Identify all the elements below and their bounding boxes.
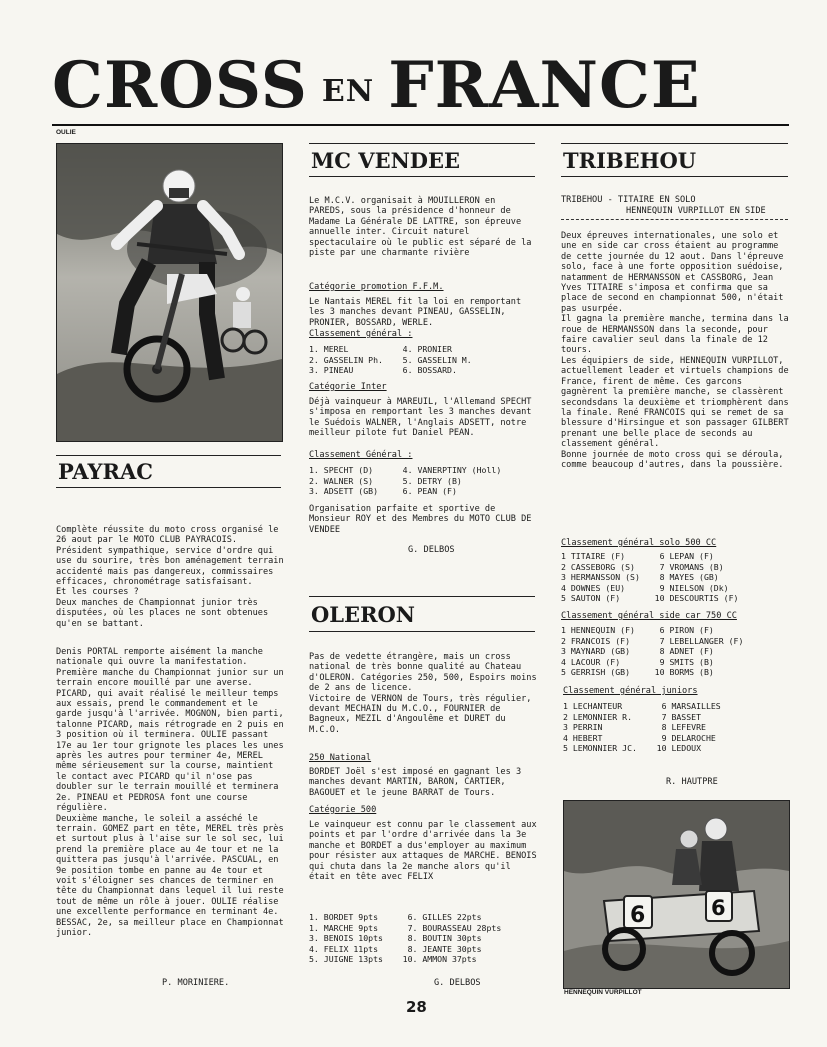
payrac-rule-bottom xyxy=(56,487,281,488)
oleron-author: G. DELBOS xyxy=(434,978,481,988)
oleron-results-table: 1. BORDET 9pts 6. GILLES 22pts 1. MARCHE 9pts 7. BOURASSEAU 28pts 3. BENOIS 10pts 8. BOUTIN 30pts 4. FELIX 11pts 8. JEANTE 30pts 5. JUIGNE 13pts 10. AMMON 37pts xyxy=(309,912,502,965)
vendee-cat2-table: 1. SPECHT (D) 4. VANERPTINY (Holl) 2. WALNER (S) 5. DETRY (B) 3. ADSETT (GB) 6. PEAN (F) xyxy=(309,465,502,497)
tribehou-author: R. HAUTPRE xyxy=(666,777,718,787)
oleron-cat1-title: 250 National xyxy=(309,753,372,763)
headline-cross: CROSS xyxy=(52,50,308,122)
vendee-cat1-classement-title: Classement général : xyxy=(309,329,413,339)
vendee-closing: Organisation parfaite et sportive de Monsieur ROY et des Membres du MOTO CLUB DE VENDEE xyxy=(309,504,537,535)
payrac-rule-top xyxy=(56,455,281,456)
page-number: 28 xyxy=(406,998,427,1016)
tribehou-heading: TRIBEHOU xyxy=(563,148,697,173)
sidecar-photo-caption: HENNEQUIN VURPILLOT xyxy=(564,989,642,996)
tribehou-solo-title: Classement général solo 500 CC xyxy=(561,538,717,548)
vendee-rule-bottom xyxy=(309,176,535,177)
oleron-cat2-text: Le vainqueur est connu par le classement aux points et par l'ordre d'arrivée dans la 3e manche et BORDET a dus'employer au maximum pour résister aux attaques de MARCHE. BENOIS qui chuta dans la 2e manche alors qu'il était en tête avec FELIX xyxy=(309,820,542,883)
tribehou-subtitle-solo: TRIBEHOU - TITAIRE EN SOLO xyxy=(561,195,696,205)
vendee-cat1-title: Catégorie promotion F.F.M. xyxy=(309,282,444,292)
headline-en: EN xyxy=(321,74,375,109)
tribehou-juniors-table: 1 LECHANTEUR 6 MARSAILLES 2 LEMONNIER R. 7 BASSET 3 PERRIN 8 LEFEVRE 4 HEBERT 9 DELAROCHE 5 LEMONNIER JC. 10 LEDOUX xyxy=(563,701,721,754)
vendee-cat1-text: Le Nantais MEREL fit la loi en remportant les 3 manches devant PINEAU, GASSELIN, PRONIER, BOSSARD, WERLE. xyxy=(309,297,527,328)
payrac-heading: PAYRAC xyxy=(58,459,153,484)
vendee-cat2-classement-title: Classement Général : xyxy=(309,450,413,460)
vendee-author: G. DELBOS xyxy=(408,545,455,555)
tribehou-solo-table: 1 TITAIRE (F) 6 LEPAN (F) 2 CASSEBORG (S) 7 VROMANS (B) 3 HERMANSSON (S) 8 MAYES (GB) 4 DOWNES (EU) 9 NIELSON (Dk) 5 SAUTON (F) 10 DESCOURTIS (F) xyxy=(561,551,739,604)
photo-sidecar xyxy=(563,800,790,989)
headline-france: FRANCE xyxy=(388,50,701,122)
vendee-heading: MC VENDEE xyxy=(311,148,460,173)
oleron-intro: Pas de vedette étrangère, mais un cross national de très bonne qualité au Chateau d'OLERON. Catégories 250, 500, Espoirs moins de 2 ans de licence. Victoire de VERNON de Tours, très régulier, devant MECHAIN du M.C.O., FOURNIER de Bagneux, MEZIL d'Angoulême et DURET du M.C.O. xyxy=(309,652,537,735)
tribehou-rule-bottom xyxy=(561,176,788,177)
payrac-intro: Complète réussite du moto cross organisé le 26 aout par le MOTO CLUB PAYRACOIS. Président sympathique, service d'ordre qui use du sourire, très bon aménagement terrain accidenté mais pas dangereux, commissaires efficaces, chronométrage satisfaisant. Et les courses ? Deux manches de Championnat junior très disputées, où les places ne sont obtenues qu'en se battant. xyxy=(56,525,284,629)
oleron-heading: OLERON xyxy=(311,602,416,627)
svg-text:6: 6 xyxy=(630,903,646,928)
tribehou-dashed-rule xyxy=(561,219,788,220)
tribehou-side-table: 1 HENNEQUIN (F) 6 PIRON (F) 2 FRANCOIS (F) 7 LEBELLANGER (F) 3 MAYNARD (GB) 8 ADNET (F) 4 LACOUR (F) 9 SMITS (B) 5 GERRISH (GB) 10 BORMS (B) xyxy=(561,625,744,678)
vendee-rule-top xyxy=(309,143,535,144)
oleron-cat2-title: Catégorie 500 xyxy=(309,805,377,815)
oleron-rule-bottom xyxy=(309,631,535,632)
tribehou-side-title: Classement général side car 750 CC xyxy=(561,611,737,621)
photo-credit-oulie: OULIE xyxy=(56,129,76,136)
payrac-author: P. MORINIERE. xyxy=(162,978,230,988)
tribehou-subtitle-side: HENNEQUIN VURPILLOT EN SIDE xyxy=(626,206,766,216)
tribehou-body: Deux épreuves internationales, une solo et une en side car cross étaient au programme de cette journée du 12 aout. Dans l'épreuve solo, face à une forte opposition suédoise, natamment de HERMANSSON et CASSBORG, Jean Yves TITAIRE s'imposa et confirma que sa place de second en championnat 500, n'était pas usurpée. Il gagna la première manche, termina dans la roue de HERMANSSON dans la seconde, pour faire cavalier seul dans la finale de 12 tours. Les équipiers de side, HENNEQUIN VURPILLOT, actuellement leader et virtuels champions de France, firent de même. Ces garcons gagnèrent la première manche, se classèrent secondsdans la deuxième et triomphèrent dans la finale. René FRANCOIS qui se remet de sa blessure d'Hirsingue et son passager GILBERT prenant une belle place de seconds au classement général. Bonne journée de moto cross qui se déroula, comme beaucoup d'autres, dans la poussière. xyxy=(561,231,789,470)
tribehou-juniors-title: Classement général juniors xyxy=(563,686,698,696)
vendee-intro: Le M.C.V. organisait à MOUILLERON en PAREDS, sous la présidence d'honneur de Madame La Générale DE LATTRE, son épreuve annuelle inter. Circuit naturel spectaculaire où le public est séparé de la piste par une charmante rivière xyxy=(309,196,537,259)
svg-text:6: 6 xyxy=(711,896,726,920)
vendee-cat2-text: Déjà vainqueur à MAREUIL, l'Allemand SPECHT s'imposa en remportant les 3 manches devant le Suédois WALNER, l'Anglais ADSETT, notre meilleur pilote fut Daniel PEAN. xyxy=(309,397,537,439)
payrac-report: Denis PORTAL remporte aisément la manche nationale qui ouvre la manifestation. Première manche du Championnat junior sur un terrain encore mouillé par une averse. PICARD, qui avait réalisé le meilleur temps aux essais, prend le commandement et le garde jusqu'à l'arrivée. MOGNON, bien parti, talonne PICARD, mais rétrograde en 2 puis en 3 position où il terminera. OULIE passant 17e au 1er tour grignote les places les unes après les autres pour terminer 4e, MEREL même sérieusement sur la course, maintient le contact avec PICARD qu'il n'ose pas doubler sur le terrain mouillé et terminera 2e. PINEAU et PEDROSA font une course régulière. Deuxième manche, le soleil a asséché le terrain. GOMEZ part en tête, MEREL très près et surtout plus à l'aise sur le sol sec, lui prend la première place au 4e tour et ne la quittera pas jusqu'à l'arrivée. PASCUAL, en 9e position tombe en panne au 4e tour et voit s'éloigner ses chances de terminer en tête du Championnat dans lequel il lui reste tout de même un rôle à jouer. OULIE réalise une excellente performance en terminant 4e. BESSAC, 2e, sa meilleur place en Championnat junior. xyxy=(56,647,284,938)
sidecar-illustration xyxy=(564,801,789,988)
oleron-cat1-text: BORDET Joël s'est imposé en gagnant les 3 manches devant MARTIN, BARON, CARTIER, BAGOUET et le jeune BARRAT de Tours. xyxy=(309,767,527,798)
oleron-rule-top xyxy=(309,596,535,597)
headline-rule xyxy=(52,124,789,126)
vendee-cat1-table: 1. MEREL 4. PRONIER 2. GASSELIN Ph. 5. GASSELIN M. 3. PINEAU 6. BOSSARD. xyxy=(309,344,472,376)
tribehou-rule-top xyxy=(561,143,788,144)
vendee-cat2-title: Catégorie Inter xyxy=(309,382,387,392)
page-headline xyxy=(52,50,792,122)
photo-motocross-rider xyxy=(56,143,283,442)
rider-illustration xyxy=(57,144,282,441)
